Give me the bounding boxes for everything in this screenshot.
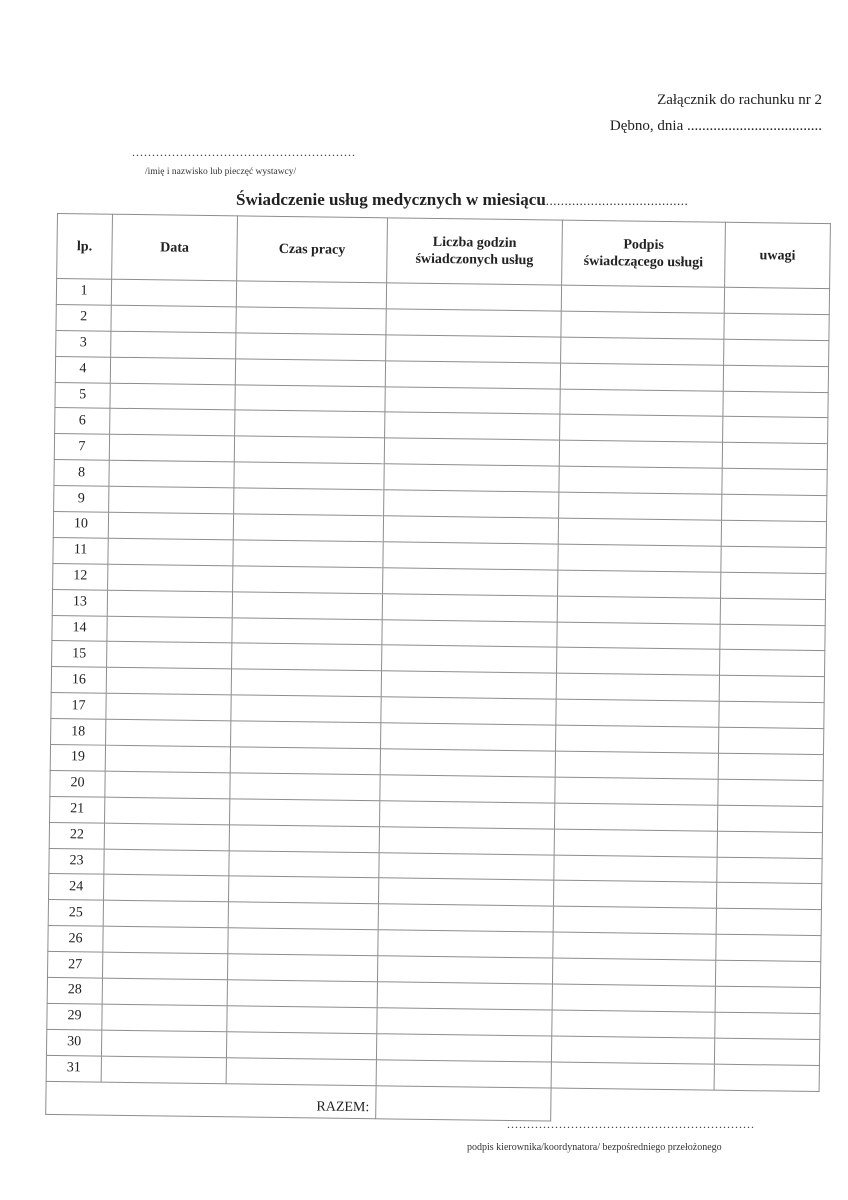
lp-cell: 3 [56, 330, 111, 357]
data-cell [108, 538, 233, 566]
table-body [46, 279, 829, 1092]
podpis-cell [560, 389, 723, 417]
czas-cell [234, 462, 384, 490]
uwagi-cell [718, 727, 823, 754]
uwagi-cell [715, 960, 820, 987]
data-cell [104, 875, 229, 903]
godziny-cell [380, 749, 555, 777]
col-data-header: Data [112, 214, 238, 281]
godziny-cell [382, 645, 557, 673]
data-cell [101, 1056, 226, 1084]
godziny-cell [379, 852, 554, 880]
lp-cell: 21 [50, 796, 105, 823]
lp-cell: 7 [54, 434, 109, 461]
lp-cell: 22 [49, 822, 104, 849]
col-lp-header: lp. [57, 214, 113, 280]
lp-cell: 19 [50, 744, 105, 771]
podpis-cell [555, 751, 718, 779]
godziny-cell [377, 982, 552, 1010]
czas-cell [230, 799, 380, 827]
podpis-cell [554, 803, 717, 831]
godziny-cell [377, 1008, 552, 1036]
lp-cell: 14 [52, 615, 107, 642]
czas-cell [226, 1058, 376, 1086]
data-cell [107, 590, 232, 618]
czas-cell [234, 436, 384, 464]
uwagi-cell [719, 701, 824, 728]
lp-cell: 5 [55, 382, 110, 409]
godziny-cell [376, 1034, 551, 1062]
data-cell [103, 901, 228, 929]
podpis-cell [556, 673, 719, 701]
godziny-cell [385, 386, 560, 414]
supervisor-signature-line: .............................................................. [507, 1117, 755, 1131]
data-cell [109, 486, 234, 514]
podpis-cell [554, 829, 717, 857]
godziny-cell [376, 1059, 551, 1087]
godziny-cell [379, 801, 554, 829]
godziny-cell [378, 878, 553, 906]
col-czas-header: Czas pracy [237, 216, 388, 283]
data-cell [104, 823, 229, 851]
uwagi-cell [720, 650, 825, 677]
godziny-cell [386, 335, 561, 363]
lp-cell: 9 [54, 486, 109, 513]
podpis-cell [553, 906, 716, 934]
czas-cell [235, 410, 385, 438]
col-podpis-header [562, 220, 726, 287]
godziny-cell [378, 930, 553, 958]
uwagi-cell [721, 572, 826, 599]
czas-cell [232, 643, 382, 671]
czas-cell [232, 617, 382, 645]
data-cell [109, 460, 234, 488]
lp-cell: 13 [52, 589, 107, 616]
godziny-cell [381, 723, 556, 751]
godziny-cell [385, 412, 560, 440]
uwagi-cell [724, 313, 829, 340]
podpis-cell [551, 1036, 714, 1064]
lp-cell: 4 [55, 356, 110, 383]
data-cell [107, 642, 232, 670]
czas-cell [233, 566, 383, 594]
col-godziny-header [387, 218, 563, 285]
czas-cell [230, 747, 380, 775]
uwagi-cell [716, 909, 821, 936]
czas-cell [229, 850, 379, 878]
czas-cell [229, 825, 379, 853]
godziny-cell [382, 619, 557, 647]
podpis-cell [560, 363, 723, 391]
podpis-cell [551, 1062, 714, 1090]
uwagi-cell [722, 494, 827, 521]
data-cell [106, 668, 231, 696]
uwagi-cell [717, 857, 822, 884]
uwagi-cell [715, 986, 820, 1013]
lp-cell: 2 [56, 304, 111, 331]
data-cell [101, 1030, 226, 1058]
uwagi-cell [714, 1064, 819, 1091]
data-cell [106, 693, 231, 721]
data-cell [105, 745, 230, 773]
podpis-cell [559, 492, 722, 520]
data-cell [106, 719, 231, 747]
data-cell [102, 952, 227, 980]
data-cell [108, 564, 233, 592]
godziny-cell [381, 671, 556, 699]
uwagi-cell [714, 1038, 819, 1065]
issuer-caption: /imię i nazwisko lub pieczęć wystawcy/ [145, 167, 297, 177]
lp-cell: 24 [49, 874, 104, 901]
podpis-cell [554, 855, 717, 883]
lp-cell: 23 [49, 848, 104, 875]
podpis-cell [553, 932, 716, 960]
podpis-cell [552, 958, 715, 986]
services-table [45, 213, 831, 1125]
lp-cell: 17 [51, 693, 106, 720]
data-cell [107, 616, 232, 644]
podpis-cell [560, 415, 723, 443]
godziny-cell [378, 904, 553, 932]
podpis-cell [559, 466, 722, 494]
czas-cell [233, 540, 383, 568]
czas-cell [228, 902, 378, 930]
lp-cell: 16 [51, 667, 106, 694]
uwagi-cell [716, 934, 821, 961]
podpis-cell [561, 337, 724, 365]
podpis-cell [552, 984, 715, 1012]
czas-cell [235, 359, 385, 387]
col-uwagi-header: uwagi [725, 222, 831, 288]
data-cell [102, 1004, 227, 1032]
godziny-cell [384, 464, 559, 492]
lp-cell: 18 [51, 719, 106, 746]
lp-cell: 30 [46, 1029, 101, 1056]
lp-cell: 29 [47, 1003, 102, 1030]
czas-cell [231, 695, 381, 723]
data-cell [110, 409, 235, 437]
month-field: ...................................... [545, 193, 689, 208]
podpis-cell [558, 518, 721, 546]
podpis-cell [557, 596, 720, 624]
data-cell [105, 797, 230, 825]
czas-cell [231, 669, 381, 697]
uwagi-cell [724, 287, 829, 314]
podpis-cell [558, 544, 721, 572]
godziny-cell [383, 542, 558, 570]
lp-cell: 8 [54, 460, 109, 487]
uwagi-cell [718, 753, 823, 780]
podpis-cell [557, 648, 720, 676]
col-godziny-line2: świadczonych usług [415, 251, 534, 269]
lp-cell: 1 [56, 279, 111, 306]
lp-cell: 20 [50, 770, 105, 797]
data-cell [103, 926, 228, 954]
data-cell [105, 771, 230, 799]
uwagi-cell [721, 546, 826, 573]
godziny-cell [380, 775, 555, 803]
services-table-wrapper [45, 213, 830, 1125]
czas-cell [236, 281, 386, 309]
uwagi-cell [723, 391, 828, 418]
godziny-cell [379, 826, 554, 854]
lp-cell: 10 [53, 511, 108, 538]
total-hours-cell [376, 1085, 551, 1120]
col-godziny-line1: Liczba godzin [432, 234, 517, 252]
col-podpis-line1: Podpis [623, 237, 664, 253]
data-cell [104, 849, 229, 877]
form-title-text: Świadczenie usług medycznych w miesiącu [236, 190, 546, 209]
czas-cell [230, 773, 380, 801]
podpis-cell [555, 777, 718, 805]
lp-cell: 26 [48, 926, 103, 953]
data-cell [111, 331, 236, 359]
uwagi-cell [717, 831, 822, 858]
issuer-signature-line: ........................................................ [132, 145, 356, 159]
podpis-cell [553, 881, 716, 909]
czas-cell [226, 1032, 376, 1060]
czas-cell [235, 384, 385, 412]
czas-cell [228, 876, 378, 904]
table-header-row [57, 214, 831, 289]
uwagi-cell [724, 339, 829, 366]
supervisor-caption: podpis kierownika/koordynatora/ bezpośredniego przełożonego [467, 1142, 722, 1153]
godziny-cell [382, 593, 557, 621]
godziny-cell [377, 956, 552, 984]
czas-cell [227, 1006, 377, 1034]
place-date-field: Dębno, dnia .................................... [609, 118, 822, 134]
podpis-cell [561, 311, 724, 339]
lp-cell: 31 [46, 1055, 101, 1082]
podpis-cell [561, 285, 724, 313]
godziny-cell [386, 283, 561, 311]
czas-cell [234, 488, 384, 516]
lp-cell: 25 [48, 900, 103, 927]
total-label: RAZEM: [46, 1081, 376, 1118]
data-cell [111, 279, 236, 307]
uwagi-cell [722, 443, 827, 470]
godziny-cell [383, 568, 558, 596]
uwagi-cell [717, 805, 822, 832]
podpis-cell [552, 1010, 715, 1038]
godziny-cell [385, 360, 560, 388]
uwagi-cell [722, 468, 827, 495]
data-cell [110, 383, 235, 411]
uwagi-cell [716, 883, 821, 910]
czas-cell [236, 307, 386, 335]
podpis-cell [559, 440, 722, 468]
lp-cell: 27 [47, 952, 102, 979]
lp-cell: 11 [53, 537, 108, 564]
data-cell [102, 978, 227, 1006]
czas-cell [227, 954, 377, 982]
data-cell [110, 357, 235, 385]
form-title [236, 190, 688, 210]
godziny-cell [383, 516, 558, 544]
podpis-cell [555, 725, 718, 753]
uwagi-cell [721, 520, 826, 547]
czas-cell [236, 333, 386, 361]
godziny-cell [381, 697, 556, 725]
uwagi-cell [720, 624, 825, 651]
data-cell [109, 435, 234, 463]
godziny-cell [384, 438, 559, 466]
czas-cell [232, 592, 382, 620]
uwagi-cell [719, 676, 824, 703]
data-cell [111, 305, 236, 333]
czas-cell [231, 721, 381, 749]
lp-cell: 12 [53, 563, 108, 590]
lp-cell: 6 [55, 408, 110, 435]
podpis-cell [556, 699, 719, 727]
czas-cell [233, 514, 383, 542]
podpis-cell [557, 622, 720, 650]
lp-cell: 28 [47, 977, 102, 1004]
lp-cell: 15 [52, 641, 107, 668]
uwagi-cell [718, 779, 823, 806]
uwagi-cell [720, 598, 825, 625]
podpis-cell [558, 570, 721, 598]
data-cell [108, 512, 233, 540]
czas-cell [227, 980, 377, 1008]
uwagi-cell [723, 365, 828, 392]
czas-cell [228, 928, 378, 956]
uwagi-cell [723, 417, 828, 444]
godziny-cell [384, 490, 559, 518]
attachment-label: Załącznik do rachunku nr 2 [657, 92, 822, 108]
col-podpis-line2: świadczącego usługi [583, 253, 704, 271]
godziny-cell [386, 309, 561, 337]
uwagi-cell [715, 1012, 820, 1039]
